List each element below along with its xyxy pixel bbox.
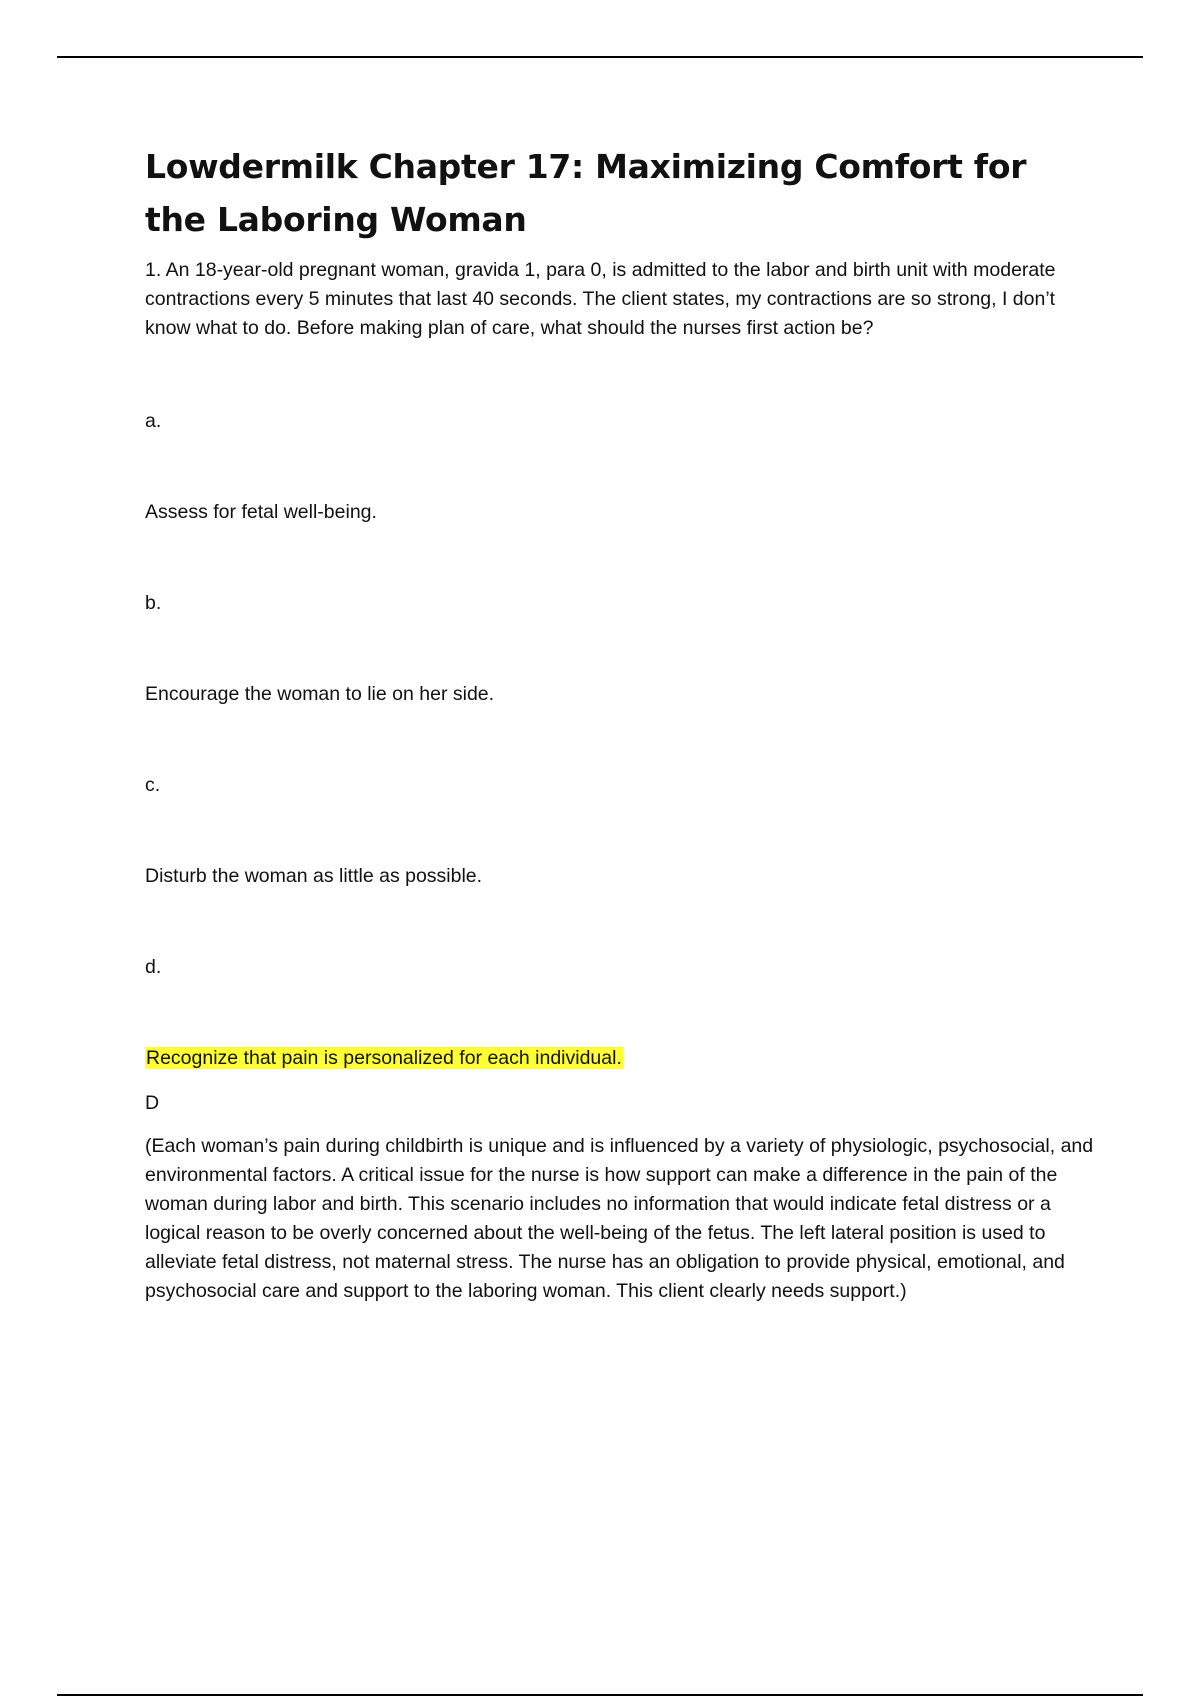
- option-a-text: Assess for fetal well-being.: [145, 501, 377, 523]
- top-rule: [57, 56, 1143, 58]
- rationale-text: (Each woman’s pain during childbirth is unique and is influenced by a variety of physiologic, psychosocial, and environmental factors. A critical issue for the nurse is how support can make a difference in the pain of the woman during labor and birth. This scenario includes no information that would indicate fetal distress or a logical reason to be overly concerned about the well-being of the fetus. The left lateral position is used to alleviate fetal distress, not maternal stress. The nurse has an obligation to provide physical, emotional, and psychosocial care and support to the laboring woman. This client clearly needs support.): [145, 1135, 1094, 1302]
- highlighted-answer: Recognize that pain is personalized for each individual.: [146, 1047, 622, 1069]
- answer-key: D: [145, 1092, 160, 1114]
- option-b-text: Encourage the woman to lie on her side.: [145, 683, 495, 705]
- bottom-rule: [57, 1694, 1143, 1696]
- document-title: Lowdermilk Chapter 17: Maximizing Comfort for the Laboring Woman: [145, 147, 1027, 239]
- question-text: 1. An 18-year-old pregnant woman, gravida 1, para 0, is admitted to the labor and birth unit with moderate contractions every 5 minutes that last 40 seconds. The client states, my contractions are so strong, I don’t know what to do. Before making plan of care, what should the nurses first action be?: [145, 259, 1056, 339]
- option-a-letter: a.: [145, 410, 162, 432]
- option-c-text: Disturb the woman as little as possible.: [145, 865, 483, 887]
- option-c-letter: c.: [145, 774, 161, 796]
- option-d-text: [145, 1044, 1095, 1073]
- option-d-letter: d.: [145, 956, 162, 978]
- document-body: [145, 140, 1095, 1306]
- option-b-letter: b.: [145, 592, 162, 614]
